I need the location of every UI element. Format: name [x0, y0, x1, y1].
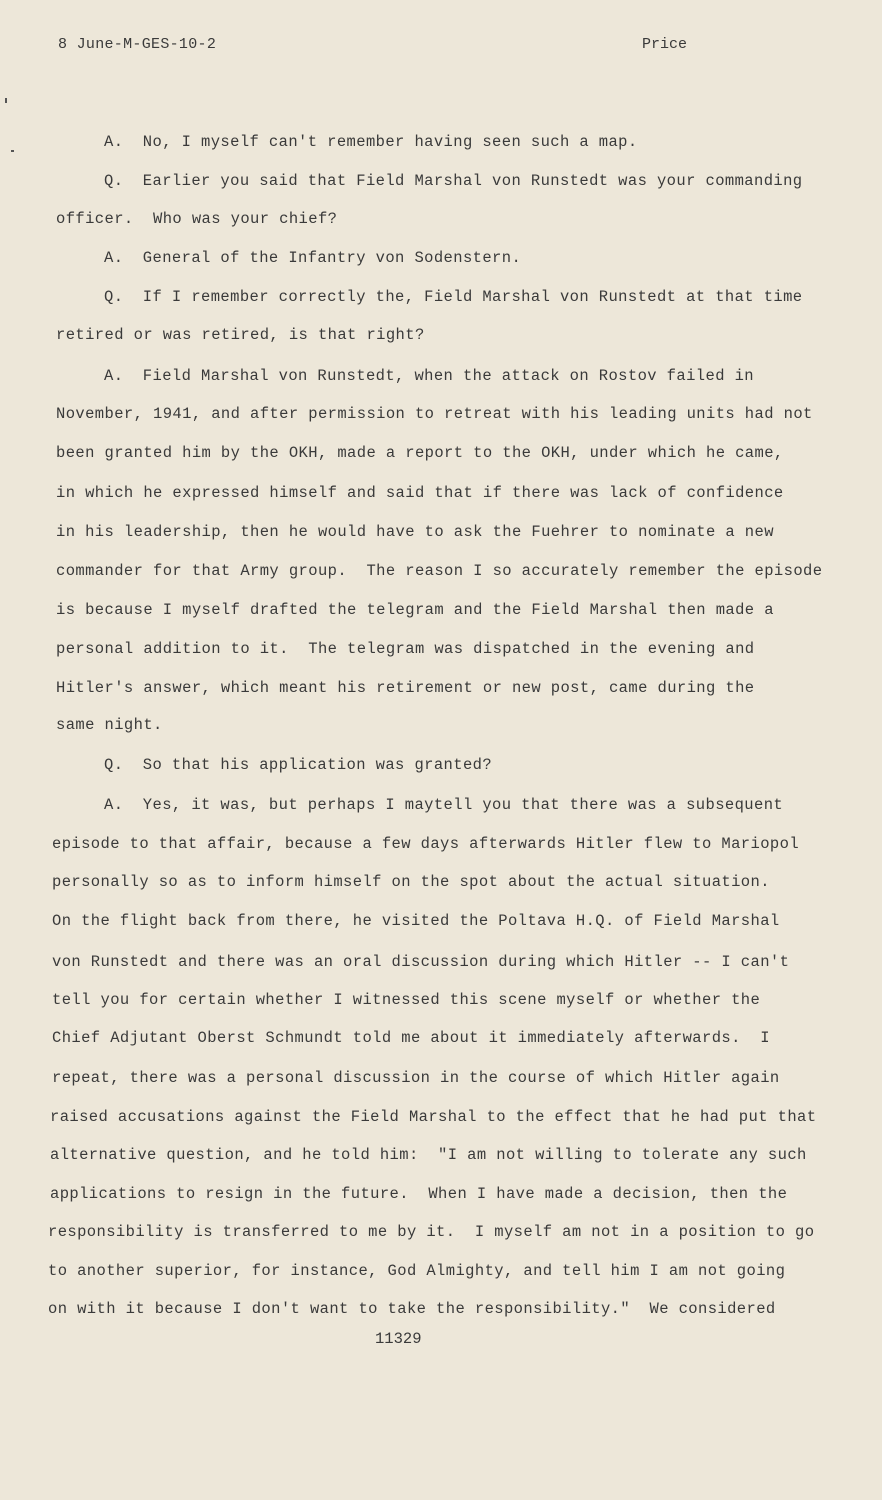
- document-reference: 8 June-M-GES-10-2: [58, 36, 217, 53]
- text-line: Q. So that his application was granted?: [104, 756, 493, 774]
- text-line: to another superior, for instance, God Almighty, and tell him I am not going: [48, 1262, 786, 1280]
- text-line: tell you for certain whether I witnessed this scene myself or whether the: [52, 991, 761, 1009]
- text-line: repeat, there was a personal discussion in the course of which Hitler again: [52, 1069, 780, 1087]
- text-line: in which he expressed himself and said that if there was lack of confidence: [56, 484, 784, 502]
- text-line: November, 1941, and after permission to retreat with his leading units had not: [56, 405, 813, 423]
- text-line: Chief Adjutant Oberst Schmundt told me about it immediately afterwards. I: [52, 1029, 770, 1047]
- text-line: A. Yes, it was, but perhaps I maytell you that there was a subsequent: [104, 796, 784, 814]
- text-line: is because I myself drafted the telegram and the Field Marshal then made a: [56, 601, 774, 619]
- text-line: A. Field Marshal von Runstedt, when the attack on Rostov failed in: [104, 367, 755, 385]
- text-line: A. General of the Infantry von Sodenstern.: [104, 249, 522, 267]
- margin-mark: [11, 150, 14, 152]
- text-line: personally so as to inform himself on the spot about the actual situation.: [52, 873, 770, 891]
- text-line: officer. Who was your chief?: [56, 210, 338, 228]
- text-line: raised accusations against the Field Marshal to the effect that he had put that: [50, 1108, 817, 1126]
- text-line: personal addition to it. The telegram was dispatched in the evening and: [56, 640, 755, 658]
- text-line: commander for that Army group. The reason I so accurately remember the episode: [56, 562, 823, 580]
- text-line: applications to resign in the future. When I have made a decision, then the: [50, 1185, 788, 1203]
- text-line: On the flight back from there, he visited the Poltava H.Q. of Field Marshal: [52, 912, 780, 930]
- text-line: A. No, I myself can't remember having seen such a map.: [104, 133, 638, 151]
- text-line: Q. Earlier you said that Field Marshal von Runstedt was your commanding: [104, 172, 803, 190]
- text-line: Q. If I remember correctly the, Field Marshal von Runstedt at that time: [104, 288, 803, 306]
- text-line: alternative question, and he told him: "I am not willing to tolerate any such: [50, 1146, 807, 1164]
- text-line: responsibility is transferred to me by it. I myself am not in a position to go: [48, 1223, 815, 1241]
- text-line: on with it because I don't want to take the responsibility." We considered: [48, 1300, 776, 1318]
- text-line: Hitler's answer, which meant his retirement or new post, came during the: [56, 679, 755, 697]
- page-number: 11329: [375, 1330, 422, 1348]
- text-line: retired or was retired, is that right?: [56, 326, 425, 344]
- text-line: von Runstedt and there was an oral discussion during which Hitler -- I can't: [52, 953, 790, 971]
- margin-mark: [5, 98, 7, 103]
- reporter-name: Price: [642, 36, 688, 53]
- text-line: in his leadership, then he would have to ask the Fuehrer to nominate a new: [56, 523, 774, 541]
- text-line: been granted him by the OKH, made a report to the OKH, under which he came,: [56, 444, 784, 462]
- text-line: same night.: [56, 716, 163, 734]
- text-line: episode to that affair, because a few days afterwards Hitler flew to Mariopol: [52, 835, 800, 853]
